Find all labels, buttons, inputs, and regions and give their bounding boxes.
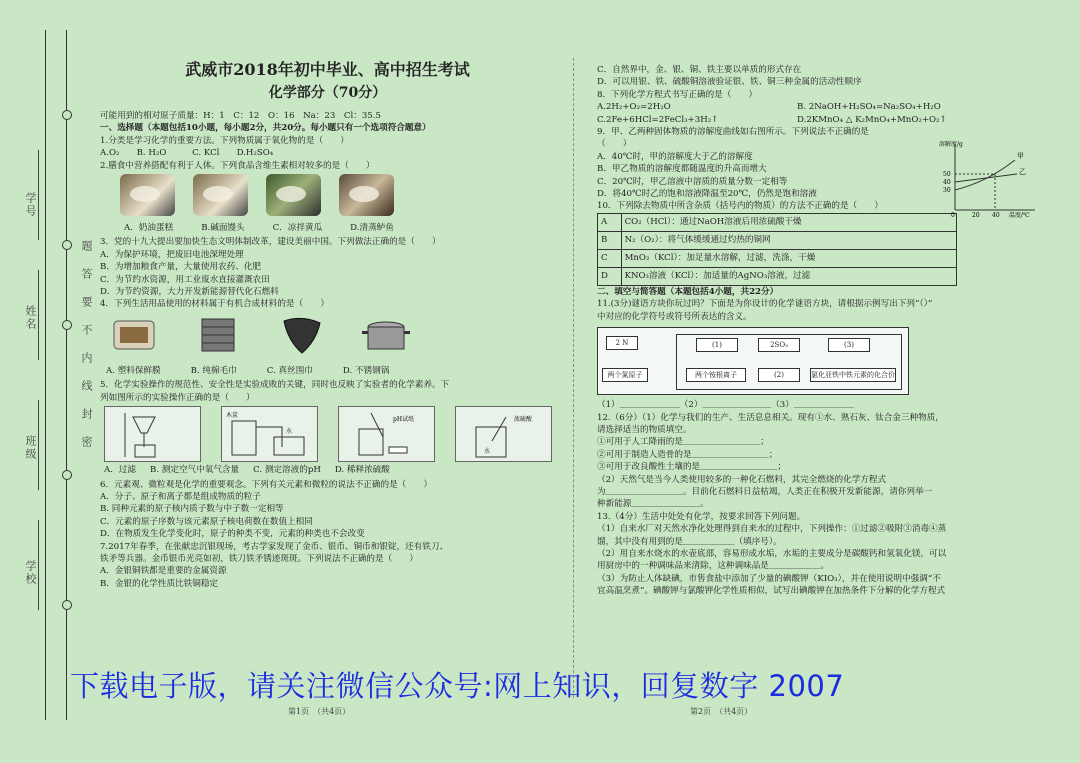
- question-2: 2.膳食中营养搭配有利于人体。下列食品含维生素相对较多的是（ ）: [100, 160, 375, 171]
- question-8-d: D.2KMnO₄ △ K₂MnO₄+MnO₂+O₂↑: [797, 114, 947, 125]
- question-7-b: B．金银的化学性质比铁铜稳定: [100, 578, 219, 589]
- table-cell: MnO₂（KCl）：加足量水溶解，过滤，洗涤，干燥: [621, 249, 956, 267]
- table-row: [598, 267, 957, 285]
- meaning-3: 氯化亚铁中铁元素的化合价: [810, 368, 896, 382]
- table-cell: B: [598, 231, 622, 249]
- question-12-3: ③可用于改良酸性土壤的是＿＿＿＿＿＿＿＿＿；: [597, 462, 787, 473]
- question-9-b: B．甲乙物质的溶解度都随温度的升高而增大: [597, 164, 767, 175]
- option-label: B. 测定空气中氧气含量: [150, 465, 240, 476]
- charcoal-label: 木炭: [226, 412, 239, 420]
- silk-scarf-image: [276, 313, 328, 357]
- question-13-5: （3）为防止人体缺碘，市售食盐中添加了少量的碘酸钾（KIO₃），并在使用说明中强调“不: [597, 573, 941, 584]
- table-row: [598, 249, 957, 267]
- table-cell: KNO₃溶液（KCl）：加适量的AgNO₃溶液，过滤: [621, 267, 956, 285]
- question-3: 3．党的十九大提出要加快生态文明体制改革，建设美丽中国。下列做法正确的是（ ）: [100, 237, 441, 248]
- seal-char: 要: [80, 296, 93, 309]
- acid-label: 浓硫酸: [514, 416, 533, 424]
- meaning-1: 两个铵根离子: [686, 368, 746, 382]
- question-3-a: A．为保护环境，把废旧电池深埋处理: [100, 249, 244, 260]
- ph-test-image: [338, 406, 435, 462]
- question-7-cont: 铁矛等兵器。金币银币光亮如初，铁刀铁矛锈迹斑斑。下列说法不正确的是（ ）: [100, 553, 418, 564]
- blank-2: (2): [758, 368, 800, 382]
- question-10-table: [597, 213, 957, 286]
- question-9: 9．甲、乙两种固体物质的溶解度曲线如右图所示。下列说法不正确的是: [597, 127, 869, 138]
- blank-1: (1): [696, 338, 738, 352]
- table-cell: N₂（O₂）：将气体缓缓通过灼热的铜网: [621, 231, 956, 249]
- seal-hole: [62, 470, 72, 480]
- graph-ylabel: 溶解度/g: [939, 141, 963, 148]
- seal-char: 密: [80, 436, 93, 449]
- option-label: D. 不锈钢锅: [342, 365, 390, 376]
- seal-hole: [62, 320, 72, 330]
- exam-title: 武威市2018年初中毕业、高中招生考试: [185, 60, 470, 79]
- steel-pot-image: [360, 313, 412, 357]
- fill-line: [38, 400, 39, 490]
- option-label: B.碱面馒头: [201, 223, 245, 234]
- question-10: 10．下列除去物质中所含杂质（括号内的物质）的方法不正确的是（ ）: [597, 201, 883, 212]
- table-cell: A: [598, 213, 622, 231]
- option-label: D.清蒸鲈鱼: [350, 223, 394, 234]
- option-label: A. 塑料保鲜膜: [106, 365, 161, 376]
- question-5-cont: 列如图所示的实验操作正确的是（ ）: [100, 392, 255, 403]
- water-label: 水: [286, 428, 293, 436]
- option-label: D. 稀释浓硫酸: [334, 465, 390, 476]
- question-12-4: （2）天然气是当今人类使用较多的一种化石燃料，其完全燃烧的化学方程式: [597, 474, 887, 485]
- question-8-a: A.2H₂+O₂=2H₂O: [597, 102, 671, 113]
- question-8: 8．下列化学方程式书写正确的是（ ）: [597, 89, 758, 100]
- watermark-text: 下载电子版，请关注微信公众号:网上知识，回复数字 2007: [70, 669, 845, 703]
- ph-paper-label: pH试纸: [393, 416, 415, 424]
- question-4: 4．下列生活用品使用的材料属于有机合成材料的是（ ）: [100, 299, 329, 310]
- table-row: [598, 213, 957, 231]
- question-1: 1.分类是学习化学的重要方法。下列物质属于氧化物的是（ ）: [100, 135, 349, 146]
- question-12-6: 种新能源＿＿＿＿＿＿＿＿。: [597, 499, 709, 510]
- question-13-1: （1）自来水厂对天然水净化处理得到自来水的过程中，下列操作：①过滤②吸附③消毒④蒸: [597, 524, 947, 535]
- steamed-bun-image: [193, 174, 248, 216]
- fill-line: [38, 270, 39, 360]
- question-7-d: D．可以用银、铁、硫酸铜溶液验证银、铁、铜三种金属的活动性顺序: [597, 77, 862, 88]
- option-label: B. 纯棉毛巾: [190, 365, 237, 376]
- dilution-image: [455, 406, 552, 462]
- question-8-c: C.2Fe+6HCl=2FeCl₃+3H₂↑: [597, 114, 719, 125]
- class-label: 班级: [24, 435, 37, 461]
- question-4-images: [108, 313, 555, 363]
- option-label: A．奶油蛋糕: [124, 223, 174, 234]
- table-row: [598, 231, 957, 249]
- graph-series-label: 甲: [1017, 152, 1024, 160]
- graph-xtick: 0: [951, 212, 955, 218]
- example-symbol: 2 N: [606, 336, 638, 350]
- question-6-a: A．分子、原子和离子都是组成物质的粒子: [100, 491, 261, 502]
- question-2-options: [124, 222, 555, 234]
- question-13-3: （2）用自来水烧水的水壶底部，容易形成水垢，水垢的主要成分是碳酸钙和氢氧化镁，可以: [597, 548, 947, 559]
- plastic-wrap-image: [108, 313, 160, 357]
- seal-char: 线: [80, 380, 93, 393]
- question-5: 5．化学实验操作的规范性、安全性是实验成败的关键，同时也反映了实验者的化学素养。下: [100, 380, 450, 391]
- exam-subtitle: 化学部分（70分）: [268, 85, 387, 101]
- graph-series-label: 乙: [1019, 168, 1026, 176]
- question-12-cont: 请选择适当的物质填空。: [597, 424, 692, 435]
- school-label: 学校: [24, 560, 37, 586]
- fish-image: [339, 174, 394, 216]
- section-heading: 一、选择题（本题包括10小题，每小题2分，共20分。每小题只有一个选项符合题意）: [100, 123, 431, 134]
- question-13-6: 宜高温烹煮”。碘酸钾与氯酸钾化学性质相似，试写出碘酸钾在加热条件下分解的化学方程式: [597, 586, 946, 597]
- fill-line: [38, 520, 39, 610]
- question-5-images: [104, 406, 555, 462]
- question-9-bracket: （ ）: [597, 139, 632, 150]
- seal-char: 题: [80, 240, 93, 253]
- question-4-options: [106, 365, 555, 377]
- question-11: 11.(3分)谜语方块你玩过吗？下面是为你设计的化学谜语方块，请根据示例写出下列“（）”: [597, 299, 933, 310]
- atomic-masses: 可能用到的相对原子质量：H：1 C：12 O：16 Na：23 Cl：35.5: [100, 111, 381, 121]
- student-no-label: 学号: [24, 192, 37, 218]
- question-13-4: 用厨房中的一种调味品来清除，这种调味品是＿＿＿＿＿＿。: [597, 561, 830, 572]
- question-6: 6．元素观、微粒观是化学的重要观念。下列有关元素和微粒的说法不正确的是（ ）: [100, 479, 433, 490]
- option-label: C. 真丝围巾: [266, 365, 313, 376]
- question-9-a: A．40℃时，甲的溶解度大于乙的溶解度: [597, 151, 753, 162]
- graph-ytick: 40: [943, 179, 951, 186]
- question-5-options: [104, 464, 555, 476]
- question-8-row1: [597, 101, 1047, 113]
- symbol-2: 2SO₃: [758, 338, 800, 352]
- right-column: [597, 64, 1047, 598]
- seal-char: 答: [80, 268, 93, 281]
- question-6-d: D．在物质发生化学变化时，原子的种类不变，元素的种类也不会改变: [100, 529, 365, 540]
- fill-line: [38, 150, 39, 240]
- seal-char: 不: [80, 324, 93, 337]
- towel-image: [192, 313, 244, 357]
- question-9-d: D．将40℃时乙的饱和溶液降温至20℃，仍然是饱和溶液: [597, 189, 817, 200]
- seal-char: 封: [80, 408, 93, 421]
- question-8-b: B. 2NaOH+H₂SO₄=Na₂SO₄+H₂O: [797, 102, 941, 113]
- question-6-b: B. 同种元素的原子核内质子数与中子数一定相等: [100, 504, 284, 515]
- question-12: 12.（6分）（1）化学与我们的生产、生活息息相关。现有①水、熟石灰、钛合金三种物质，: [597, 412, 944, 423]
- graph-ytick: 30: [943, 187, 951, 194]
- question-7-c: C．自然界中，金、银、铜、铁主要以单质的形式存在: [597, 65, 802, 75]
- question-13: 13.（4分）生活中处处有化学，按要求回答下列问题。: [597, 511, 806, 522]
- question-9-c: C．20℃时，甲乙溶液中溶质的质量分数一定相等: [597, 176, 788, 187]
- graph-xtick: 40: [992, 212, 1000, 218]
- seal-hole: [62, 110, 72, 120]
- cucumber-image: [266, 174, 321, 216]
- question-7-a: A．金银铜铁都是重要的金属资源: [100, 566, 227, 577]
- riddle-diagram: [597, 327, 909, 395]
- question-7: 7.2017年春季，在张献忠沉银现场，考古学家发现了金币、银币、铜币和银锭，还有铁刀、: [100, 541, 449, 552]
- page-footer: 第2页 （共4页）: [690, 707, 753, 716]
- question-2-images: [120, 174, 555, 220]
- question-3-b: B．为增加粮食产量，大量使用农药、化肥: [100, 262, 262, 273]
- question-3-d: D．为节约资源，大力开发新能源替代化石燃料: [100, 287, 279, 298]
- question-13-2: 馏，其中没有用到的是＿＿＿＿＿＿（填序号）。: [597, 536, 782, 547]
- table-cell: D: [598, 267, 622, 285]
- seal-hole: [62, 240, 72, 250]
- example-meaning: 两个氮原子: [602, 368, 648, 382]
- blank-3: (3): [828, 338, 870, 352]
- filtration-image: [104, 406, 201, 462]
- option-label: C．凉拌黄瓜: [272, 223, 323, 234]
- question-11-cont: 中对应的化学符号或符号所表达的含义。: [597, 311, 752, 322]
- solubility-graph: [937, 138, 1047, 218]
- column-divider: [573, 58, 574, 698]
- cake-image: [120, 174, 175, 216]
- question-12-5: 为＿＿＿＿＿＿＿＿＿。目前化石燃料日益枯竭，人类正在积极开发新能源，请你列举一: [597, 486, 933, 497]
- water-label: 水: [484, 448, 491, 456]
- graph-xlabel: 温度/℃: [1009, 212, 1030, 218]
- section-heading: 二、填空与简答题（本题包括4小题，共22分）: [597, 286, 779, 297]
- question-11-answers: （1）＿＿＿＿＿＿＿（2）＿＿＿＿＿＿＿＿（3）＿＿＿＿＿＿＿: [597, 400, 855, 411]
- question-1-options: A.O₂ B. H₂O C. KCl D.H₂SO₄: [100, 148, 274, 159]
- question-3-c: C．为节约水资源，用工业废水直接灌溉农田: [100, 274, 270, 285]
- question-8-row2: [597, 114, 1047, 126]
- seal-line-outer: [45, 30, 46, 720]
- seal-char: 内: [80, 352, 93, 365]
- table-cell: CO₂（HCl）：通过NaOH溶液后用浓硫酸干燥: [621, 213, 956, 231]
- left-column: [100, 58, 555, 590]
- page-footer: 第1页 （共4页）: [288, 707, 351, 716]
- seal-column: [0, 0, 100, 763]
- question-12-2: ②可用于制造人造骨的是＿＿＿＿＿＿＿＿＿；: [597, 449, 778, 460]
- table-cell: C: [598, 249, 622, 267]
- graph-ytick: 50: [943, 171, 951, 178]
- name-label: 姓名: [24, 305, 37, 331]
- question-12-1: ①可用于人工降雨的是＿＿＿＿＿＿＿＿＿；: [597, 437, 769, 448]
- option-label: C. 测定溶液的pH: [253, 465, 321, 476]
- oxygen-test-image: [221, 406, 318, 462]
- graph-xtick: 20: [972, 212, 980, 218]
- option-label: A．过滤: [104, 465, 136, 476]
- question-6-c: C．元素的原子序数与该元素原子核电荷数在数值上相同: [100, 516, 313, 527]
- seal-line-inner: [66, 30, 67, 720]
- seal-hole: [62, 600, 72, 610]
